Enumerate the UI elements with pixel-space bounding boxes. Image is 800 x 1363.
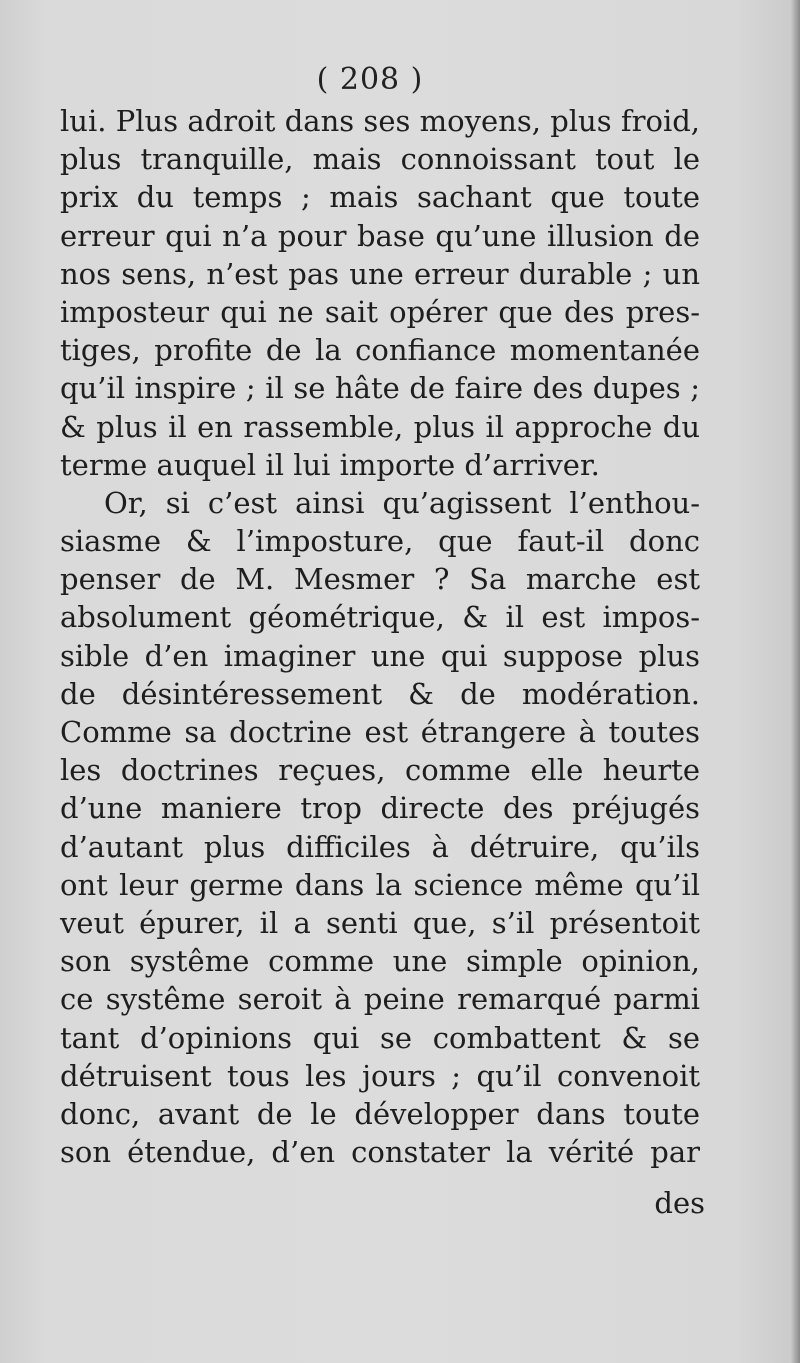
text-line: & plus il en rassemble, plus il approche du (60, 409, 700, 444)
text-line: de désintéressement & de modération. (60, 676, 700, 711)
text-line: son systême comme une simple opinion, (60, 944, 700, 979)
text-line: qu’il inspire ; il se hâte de faire des dupes ; (60, 371, 700, 406)
text-line: les doctrines reçues, comme elle heurte (60, 753, 700, 788)
text-line: veut épurer, il a senti que, s’il présentoit (60, 905, 700, 940)
body-text (60, 102, 700, 1171)
text-line: donc, avant de le développer dans toute (60, 1096, 700, 1131)
text-line: d’une maniere trop directe des préjugés (60, 791, 700, 826)
text-line: terme auquel il lui importe d’arriver. (60, 447, 600, 482)
text-line: tiges, profite de la confiance momentanée (60, 333, 700, 368)
text-line: plus tranquille, mais connoissant tout le (60, 142, 700, 177)
text-line: erreur qui n’a pour base qu’une illusion de (60, 218, 700, 253)
text-line: ce systême seroit à peine remarqué parmi (60, 982, 700, 1017)
text-line: sible d’en imaginer une qui suppose plus (60, 638, 700, 673)
text-line: tant d’opinions qui se combattent & se (60, 1020, 700, 1055)
text-line: d’autant plus difficiles à détruire, qu’ils (60, 829, 700, 864)
text-line: son étendue, d’en constater la vérité par (60, 1135, 700, 1170)
text-line: penser de M. Mesmer ? Sa marche est (60, 562, 700, 597)
text-line: Or, si c’est ainsi qu’agissent l’enthou- (104, 485, 700, 520)
text-line: Comme sa doctrine est étrangere à toutes (60, 715, 700, 749)
page-edge-shadow (790, 0, 800, 1363)
text-line: ont leur germe dans la science même qu’il (60, 867, 700, 902)
text-line: détruisent tous les jours ; qu’il convenoit (60, 1058, 700, 1093)
text-line: absolument géométrique, & il est impos- (60, 600, 700, 635)
text-line: siasme & l’imposture, que faut-il donc (60, 524, 700, 559)
text-line: prix du temps ; mais sachant que toute (60, 180, 700, 215)
page-number: ( 208 ) (316, 62, 424, 97)
catchword: des (654, 1186, 705, 1220)
text-line: lui. Plus adroit dans ses moyens, plus froid, (60, 104, 700, 138)
text-line: nos sens, n’est pas une erreur durable ; un (60, 256, 700, 291)
text-line: imposteur qui ne sait opérer que des pres- (60, 294, 700, 329)
